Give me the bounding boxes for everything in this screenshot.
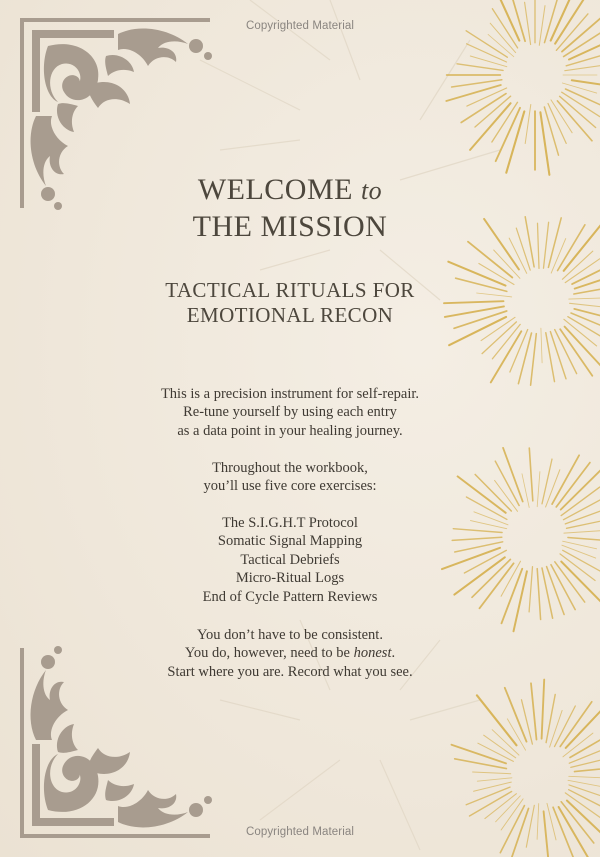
intro-line: This is a precision instrument for self-repair. xyxy=(160,386,420,402)
exercise-item: End of Cycle Pattern Reviews xyxy=(202,588,378,605)
title-welcome: WELCOME xyxy=(197,173,353,206)
exercises-intro-paragraph xyxy=(0,459,580,496)
closing-emphasis-honest: honest xyxy=(353,645,392,662)
sunburst-ray xyxy=(457,64,503,71)
sunburst-ray xyxy=(541,328,542,363)
sunburst-ray xyxy=(477,778,512,781)
title-the-mission: THE MISSION xyxy=(192,210,388,243)
exercise-item: Tactical Debriefs xyxy=(240,551,340,568)
title-to: to xyxy=(360,176,383,205)
subtitle-line-2: EMOTIONAL RECON xyxy=(186,303,394,327)
sunburst-ray xyxy=(473,772,511,774)
sunburst-ray xyxy=(575,766,600,771)
sunburst-ray xyxy=(531,683,537,739)
sunburst-ray xyxy=(470,56,507,67)
sunburst-ray xyxy=(522,700,533,744)
intro-paragraph xyxy=(0,385,580,440)
sunburst-ray xyxy=(569,776,600,778)
sunburst-ray xyxy=(525,105,531,144)
sunburst-ray xyxy=(562,83,596,93)
sunburst-ray xyxy=(572,80,600,89)
closing-line-2-text: You do, however, need to be xyxy=(184,645,354,662)
page-subtitle xyxy=(0,278,580,328)
closing-line-1: You don’t have to be consistent. xyxy=(197,627,383,643)
sunburst-ray xyxy=(531,334,537,386)
sunburst-ray xyxy=(452,80,502,87)
sunburst-ray xyxy=(571,757,600,768)
closing-line-2-period: . xyxy=(391,645,396,662)
closing-line-2 xyxy=(0,644,580,662)
sunburst-ray xyxy=(565,65,600,71)
sunburst-ray xyxy=(474,782,512,791)
sunburst-ray xyxy=(452,745,507,764)
exercises-intro-line: Throughout the workbook, xyxy=(212,460,368,476)
exercise-item: Micro-Ritual Logs xyxy=(235,570,345,587)
sunburst-ray xyxy=(564,29,600,57)
intro-line: as a data point in your healing journey. xyxy=(177,422,403,439)
sunburst-ray xyxy=(569,34,600,60)
exercises-list xyxy=(0,514,580,606)
sunburst-ray xyxy=(542,680,545,739)
sunburst-ray xyxy=(518,333,531,384)
exercise-item: The S.I.G.H.T Protocol xyxy=(222,515,358,531)
subtitle-line-1: TACTICAL RITUALS FOR xyxy=(165,278,415,302)
page-title xyxy=(0,172,580,245)
closing-line-3: Start where you are. Record what you see. xyxy=(167,663,413,680)
sunburst-ray xyxy=(506,111,524,172)
exercise-item: Somatic Signal Mapping xyxy=(217,533,363,550)
sunburst-ray xyxy=(570,730,600,757)
copyright-watermark-top: Copyrighted Material xyxy=(245,20,355,32)
intro-line: Re-tune yourself by using each entry xyxy=(183,404,397,421)
exercises-intro-line: you’ll use five core exercises: xyxy=(203,478,377,495)
sunburst-ray xyxy=(446,85,501,101)
closing-paragraph xyxy=(0,626,580,681)
copyright-watermark-bottom: Copyrighted Material xyxy=(245,826,355,838)
